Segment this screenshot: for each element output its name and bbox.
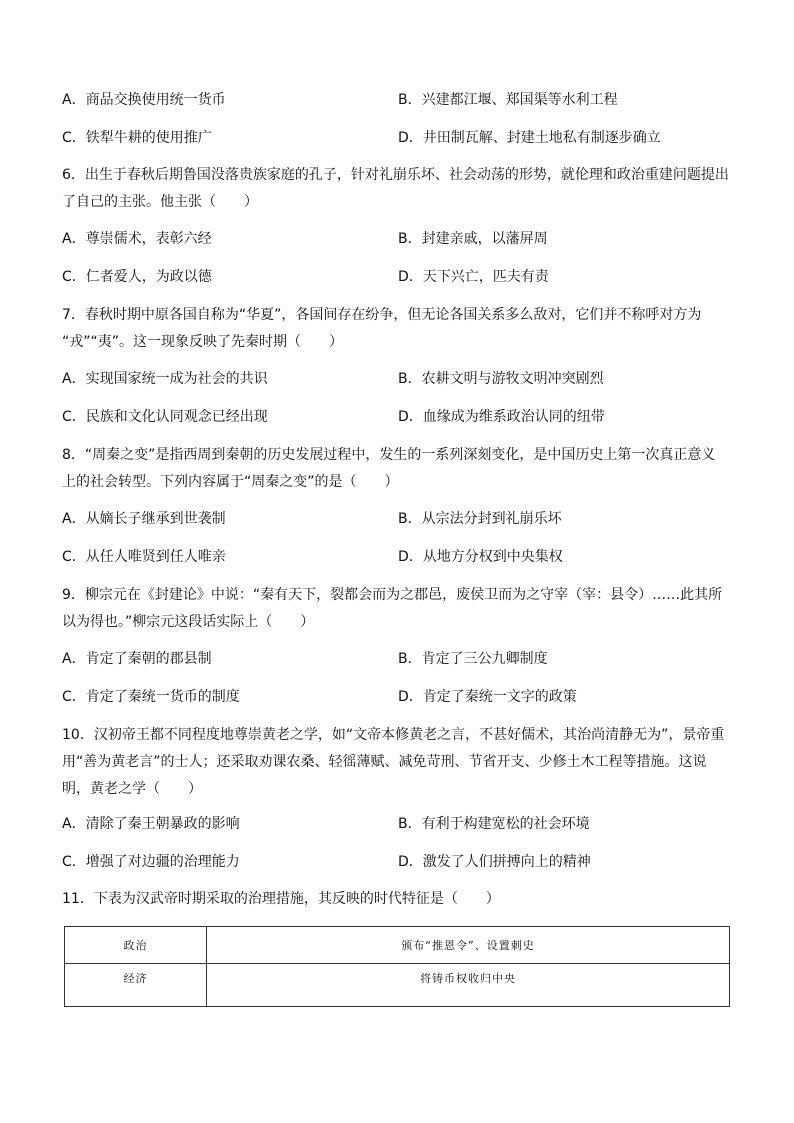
q5-option-b[interactable]: B．兴建都江堰、郑国渠等水利工程 [398, 92, 618, 108]
q9-options-row-1 [62, 648, 742, 670]
q10-stem-line-2: 用“善为黄老言”的士人；还采取劝课农桑、轻徭薄赋、减免苛刑、节省开支、少修土木工程等措施。这说 [62, 754, 707, 770]
q8-stem-line-2: 上的社会转型。下列内容属于“周秦之变”的是（ ） [62, 474, 399, 490]
q7-option-a[interactable]: A．实现国家统一成为社会的共识 [62, 371, 268, 387]
table-row [65, 927, 730, 964]
q5-option-c[interactable]: C．铁犁牛耕的使用推广 [62, 130, 212, 146]
q8-option-b[interactable]: B．从宗法分封到礼崩乐坏 [398, 511, 562, 527]
q10-options-row-2 [62, 851, 742, 873]
q6-stem-line-2: 了自己的主张。他主张（ ） [62, 194, 258, 210]
table-row-content: 颁布“推恩令”、设置刺史 [207, 927, 730, 964]
q9-option-b[interactable]: B．肯定了三公九卿制度 [398, 651, 548, 667]
table-row [65, 964, 730, 1007]
q7-option-b[interactable]: B．农耕文明与游牧文明冲突剧烈 [398, 371, 604, 387]
q8-stem [62, 442, 742, 496]
q7-stem-line-2: “戎”“夷”。这一现象反映了先秦时期（ ） [62, 334, 344, 350]
q8-stem-line-1: 8．“周秦之变”是指西周到秦朝的历史发展过程中，发生的一系列深刻变化，是中国历史上第一次真正意义 [62, 447, 716, 463]
q6-option-d[interactable]: D．天下兴亡，匹夫有责 [398, 269, 549, 285]
q7-option-d[interactable]: D．血缘成为维系政治认同的纽带 [398, 409, 605, 425]
q6-stem [62, 162, 742, 216]
q9-stem-line-2: 以为得也。”柳宗元这段话实际上（ ） [62, 614, 315, 630]
q7-stem [62, 302, 742, 356]
q6-stem-line-1: 6．出生于春秋后期鲁国没落贵族家庭的孔子，针对礼崩乐坏、社会动荡的形势，就伦理和政治重建问题提出 [62, 167, 729, 183]
q10-option-a[interactable]: A．清除了秦王朝暴政的影响 [62, 816, 240, 832]
q7-options-row-1 [62, 368, 742, 390]
q7-option-c[interactable]: C．民族和文化认同观念已经出现 [62, 409, 268, 425]
q7-stem-line-1: 7．春秋时期中原各国自称为“华夏”，各国间存在纷争，但无论各国关系多么敌对，它们并不称呼对方为 [62, 307, 702, 323]
q9-stem [62, 582, 742, 636]
q10-option-b[interactable]: B．有利于构建宽松的社会环境 [398, 816, 590, 832]
q10-option-c[interactable]: C．增强了对边疆的治理能力 [62, 854, 240, 870]
q11-measures-table [64, 926, 730, 1007]
q6-options-row-2 [62, 266, 742, 288]
q10-stem-line-3: 明，黄老之学（ ） [62, 781, 202, 797]
q7-options-row-2 [62, 406, 742, 428]
q5-option-d[interactable]: D．井田制瓦解、封建土地私有制逐步确立 [398, 130, 661, 146]
q11-stem [62, 886, 742, 913]
q6-option-a[interactable]: A．尊崇儒术，表彰六经 [62, 231, 212, 247]
q9-options-row-2 [62, 686, 742, 708]
q10-options-row-1 [62, 813, 742, 835]
q10-stem [62, 722, 742, 803]
q8-option-d[interactable]: D．从地方分权到中央集权 [398, 549, 563, 565]
q9-stem-line-1: 9．柳宗元在《封建论》中说：“秦有天下，裂都会而为之郡邑，废侯卫而为之守宰（宰：县令）……此其所 [62, 587, 723, 603]
q6-option-b[interactable]: B．封建亲戚，以藩屏周 [398, 231, 548, 247]
table-row-content: 将铸币权收归中央 [207, 964, 730, 1007]
q6-options-row-1 [62, 228, 742, 250]
q11-stem-line-1: 11．下表为汉武帝时期采取的治理措施，其反映的时代特征是（ ） [62, 891, 500, 907]
q8-options-row-1 [62, 508, 742, 530]
q5-options-row-2 [62, 127, 742, 149]
q5-option-a[interactable]: A．商品交换使用统一货币 [62, 92, 226, 108]
q10-stem-line-1: 10．汉初帝王都不同程度地尊崇黄老之学，如“文帝本修黄老之言，不甚好儒术，其治尚清静无为”，景帝重 [62, 727, 725, 743]
q6-option-c[interactable]: C．仁者爱人，为政以德 [62, 269, 212, 285]
q9-option-d[interactable]: D．肯定了秦统一文字的政策 [398, 689, 577, 705]
table-row-head: 政治 [65, 927, 207, 964]
q9-option-c[interactable]: C．肯定了秦统一货币的制度 [62, 689, 240, 705]
q10-option-d[interactable]: D．激发了人们拼搏向上的精神 [398, 854, 591, 870]
table-row-head: 经济 [65, 964, 207, 1007]
q8-option-c[interactable]: C．从任人唯贤到任人唯亲 [62, 549, 226, 565]
q5-options-row-1 [62, 89, 742, 111]
q9-option-a[interactable]: A．肯定了秦朝的郡县制 [62, 651, 212, 667]
q8-options-row-2 [62, 546, 742, 568]
q8-option-a[interactable]: A．从嫡长子继承到世袭制 [62, 511, 226, 527]
